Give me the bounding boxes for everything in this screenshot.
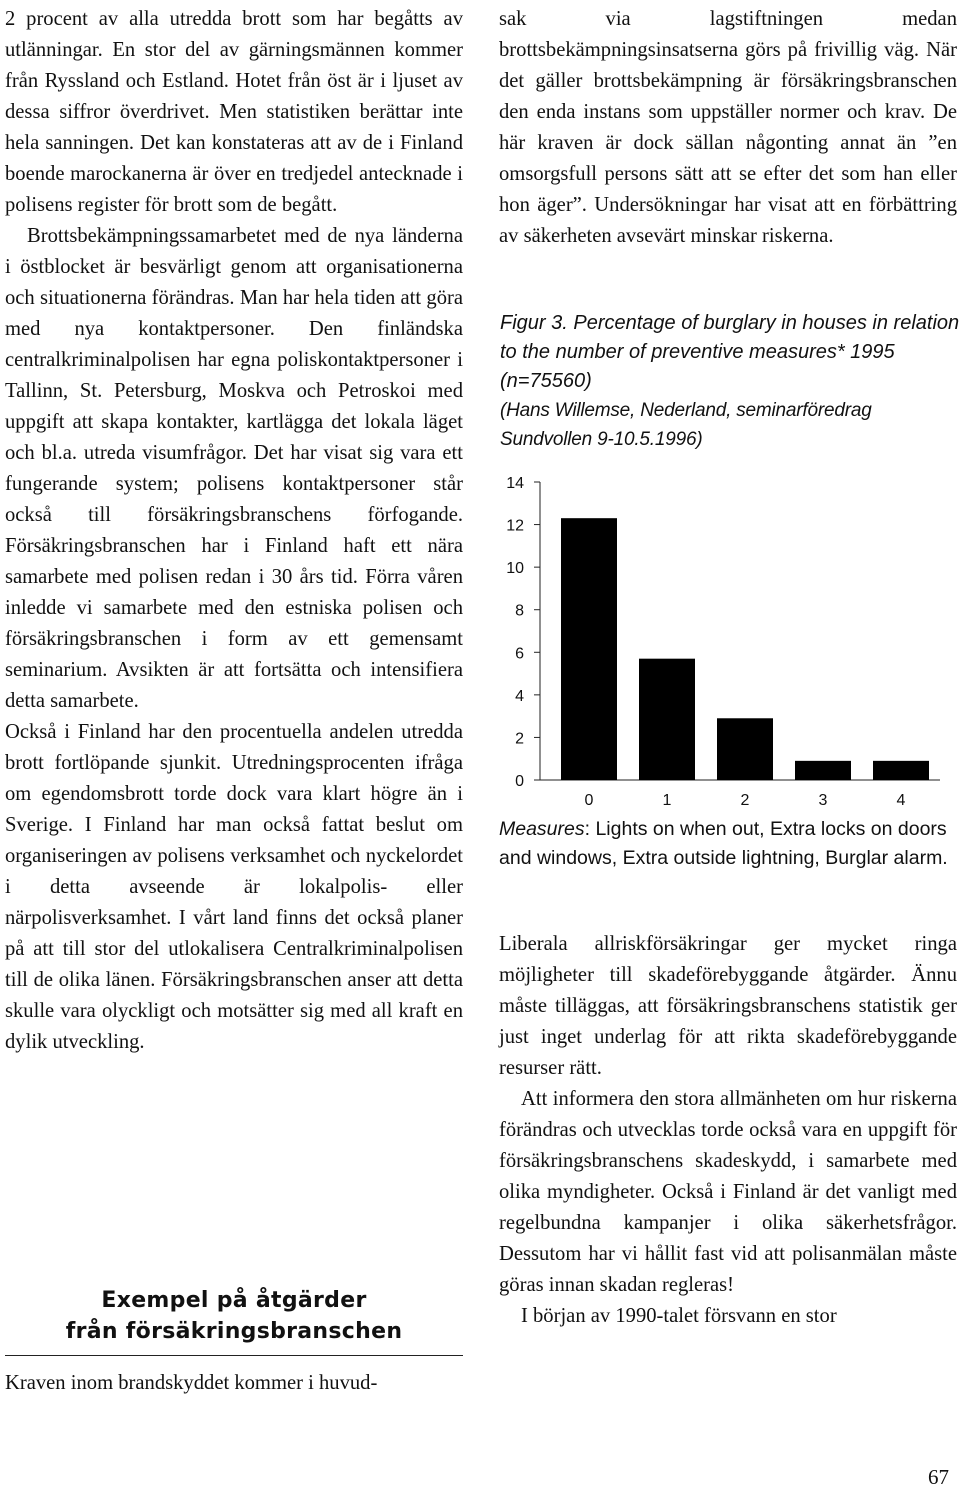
bar-0 xyxy=(561,518,617,780)
x-tick-label: 4 xyxy=(896,792,906,809)
right-column-top xyxy=(499,4,957,252)
right-column-lower xyxy=(499,929,957,1332)
right-paragraph-2: Att informera den stora allmänheten om hur riskerna förändras och utvecklas torde också vara en uppgift för försäkringsbranschens skadeskydd, i samarbete med olika myndigheter. Också i Finland är det vanligt med regelbundna kampanjer i olika säkerhetsfrågor. Dessutom har vi hållit fast vid att polisanmälan måste göras innan skadan regleras! xyxy=(499,1088,957,1296)
left-last-line: Kraven inom brandskyddet kommer i huvud- xyxy=(5,1372,378,1394)
section-heading-line-1: Exempel på åtgärder xyxy=(101,1288,367,1313)
right-paragraph-3: I början av 1990-talet försvann en stor xyxy=(521,1305,837,1327)
y-tick-label: 14 xyxy=(506,475,524,492)
x-tick-label: 3 xyxy=(818,792,828,809)
y-tick-label: 4 xyxy=(515,687,524,705)
figure-caption xyxy=(500,309,960,454)
section-heading-line-2: från försäkringsbranschen xyxy=(65,1319,403,1344)
heading-divider xyxy=(5,1355,463,1356)
x-tick-label: 1 xyxy=(662,792,672,809)
x-tick-label: 0 xyxy=(584,792,594,809)
page-number: 67 xyxy=(928,1465,949,1489)
figure-source: (Hans Willemse, Nederland, seminarföredrag Sundvollen 9-10.5.1996) xyxy=(500,400,872,450)
bar-1 xyxy=(639,659,695,780)
right-paragraph-1: Liberala allriskförsäkringar ger mycket ringa möjligheter till skadeförebyggande åtgärder. Ännu måste tilläggas, att försäkringsbranschens statistik ger just inget underlag för att rikta skadeförebyggande resurser rätt. xyxy=(499,933,957,1079)
y-tick-label: 2 xyxy=(515,730,524,748)
measures-label: Measures xyxy=(499,818,585,840)
y-tick-label: 8 xyxy=(515,602,524,620)
section-heading xyxy=(5,1285,463,1347)
y-tick-label: 12 xyxy=(506,517,524,535)
left-column xyxy=(5,4,463,1058)
measures-note xyxy=(499,815,959,873)
right-top-paragraph: sak via lagstiftningen medan brottsbekämpningsinsatserna görs på frivillig väg. När det gäller brottsbekämpning är försäkringsbranschen den enda instans som uppställer normer och krav. De här kraven är dock sällan någonting annat än ”en omsorgsfull persons sätt att se efter det som han eller hon äger”. Undersökningar har visat att en förbättring av säkerheten avsevärt minskar riskerna. xyxy=(499,8,957,247)
burglary-bar-chart xyxy=(480,460,950,820)
left-paragraph-3: Också i Finland har den procentuella andelen utredda brott fortlöpande sjunkit. Utredningsprocenten ifråga om egendomsbrott torde dock vara klart högre än i Sverige. I Finland har man också fattat beslut om organiseringen av polisens verksamhet och nyckelordet i detta avseende är lokalpolis- eller närpolisverksamhet. I vårt land finns det också planer på att till stor del utlokalisera Centralkriminalpolisen till de olika länen. Försäkringsbranschen anser att detta skulle vara olyckligt och motsätter sig med all kraft en dylik utveckling. xyxy=(5,721,463,1053)
x-tick-label: 2 xyxy=(740,792,750,809)
bar-2 xyxy=(717,718,773,780)
bar-4 xyxy=(873,761,929,780)
bar-3 xyxy=(795,761,851,780)
measures-text: : Lights on when out, Extra locks on doors and windows, Extra outside lightning, Burglar alarm. xyxy=(499,818,948,869)
left-paragraph-1: 2 procent av alla utredda brott som har begåtts av utlänningar. En stor del av gärningsmännen kommer från Ryssland och Estland. Hotet från öst är i ljuset av dessa siffror överdrivet. Men statistiken berättar inte hela sanningen. Det kan konstateras att av de i Finland boende marockanerna är över en tredjedel antecknade i polisens register för brott som de begått. xyxy=(5,8,463,216)
figure-title: Figur 3. Percentage of burglary in houses in relation to the number of preventive measures* 1995 (n=75560) xyxy=(500,312,960,392)
y-tick-label: 6 xyxy=(515,645,524,663)
y-tick-label: 10 xyxy=(506,560,524,578)
y-tick-label: 0 xyxy=(515,773,524,790)
left-paragraph-2: Brottsbekämpningssamarbetet med de nya länderna i östblocket är besvärligt genom att organisationerna och situationerna förändras. Man har hela tiden att göra med nya kontaktpersoner. Den finländska centralkriminalpolisen har egna poliskontaktpersoner i Tallinn, St. Petersburg, Moskva och Petroskoi med uppgift att skapa kontakter, kartlägga det lokala läget och bl.a. utreda visumfrågor. Det har visat sig vara ett fungerande system; polisens kontaktpersoner står också till försäkringsbranschens förfogande. Försäkringsbranschen har i Finland haft ett nära samarbete med polisen redan i 30 års tid. Förra våren inledde vi samarbete med den estniska polisen och försäkringsbranschen i form av ett gemensamt seminarium. Avsikten är att fortsätta och intensifiera detta samarbete. xyxy=(5,225,463,712)
